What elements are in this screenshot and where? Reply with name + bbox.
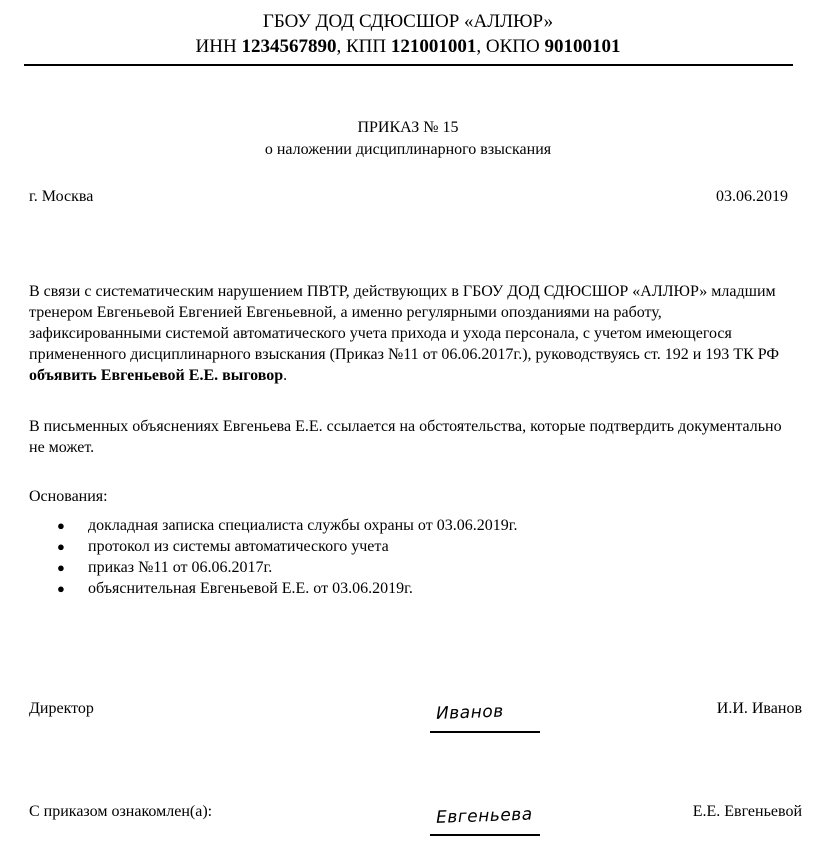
director-signature: Иванов (435, 701, 505, 724)
order-paragraph-main (29, 281, 789, 386)
kpp-label: , КПП (336, 36, 391, 57)
basis-title: Основания: (29, 488, 108, 505)
header-divider (24, 64, 793, 66)
acknowledged-label: С приказом ознакомлен(а): (29, 803, 213, 820)
kpp-value: 121001001 (390, 36, 477, 57)
employee-signature-line (430, 834, 540, 836)
paragraph-main-decision: объявить Евгеньевой Е.Е. выговор (29, 367, 284, 384)
director-name: И.И. Иванов (716, 700, 802, 717)
order-date: 03.06.2019 (716, 188, 788, 205)
okpo-value: 90100101 (544, 36, 621, 57)
organization-name: ГБОУ ДОД СДЮСШОР «АЛЛЮР» (262, 11, 554, 32)
okpo-label: , ОКПО (476, 36, 545, 57)
basis-list (57, 515, 517, 599)
order-city: г. Москва (29, 188, 94, 205)
order-subtitle: о наложении дисциплинарного взыскания (264, 141, 552, 158)
basis-item: ● объяснительная Евгеньевой Е.Е. от 03.06.2019г. (57, 578, 517, 599)
inn-label: ИНН (195, 36, 242, 57)
paragraph-main-text: В связи с систематическим нарушением ПВТР, действующих в ГБОУ ДОД СДЮСШОР «АЛЛЮР» младшим тренером Евгеньевой Евгенией Евгеньевной, а именно регулярными опозданиями на работу, зафиксированными системой автоматического учета прихода и ухода персонала, с учетом имеющегося примененного дисциплинарного взыскания (Приказ №11 от 06.06.2017г.), руководствуясь ст. 192 и 193 ТК РФ (29, 283, 780, 363)
order-title: ПРИКАЗ № 15 (357, 119, 459, 136)
organization-codes (0, 35, 816, 59)
basis-item: ● приказ №11 от 06.06.2017г. (57, 557, 517, 578)
basis-item: ● докладная записка специалиста службы охраны от 03.06.2019г. (57, 515, 517, 536)
inn-value: 1234567890 (241, 36, 337, 57)
employee-signature: Евгеньева (435, 804, 534, 828)
basis-item: ● протокол из системы автоматического учета (57, 536, 517, 557)
order-paragraph-explanation: В письменных объяснениях Евгеньева Е.Е. ссылается на обстоятельства, которые подтвердить документально не может. (29, 418, 782, 456)
paragraph-main-end: . (283, 367, 288, 384)
director-signature-line (430, 731, 540, 733)
director-label: Директор (29, 700, 94, 717)
employee-name: Е.Е. Евгеньевой (692, 803, 802, 820)
